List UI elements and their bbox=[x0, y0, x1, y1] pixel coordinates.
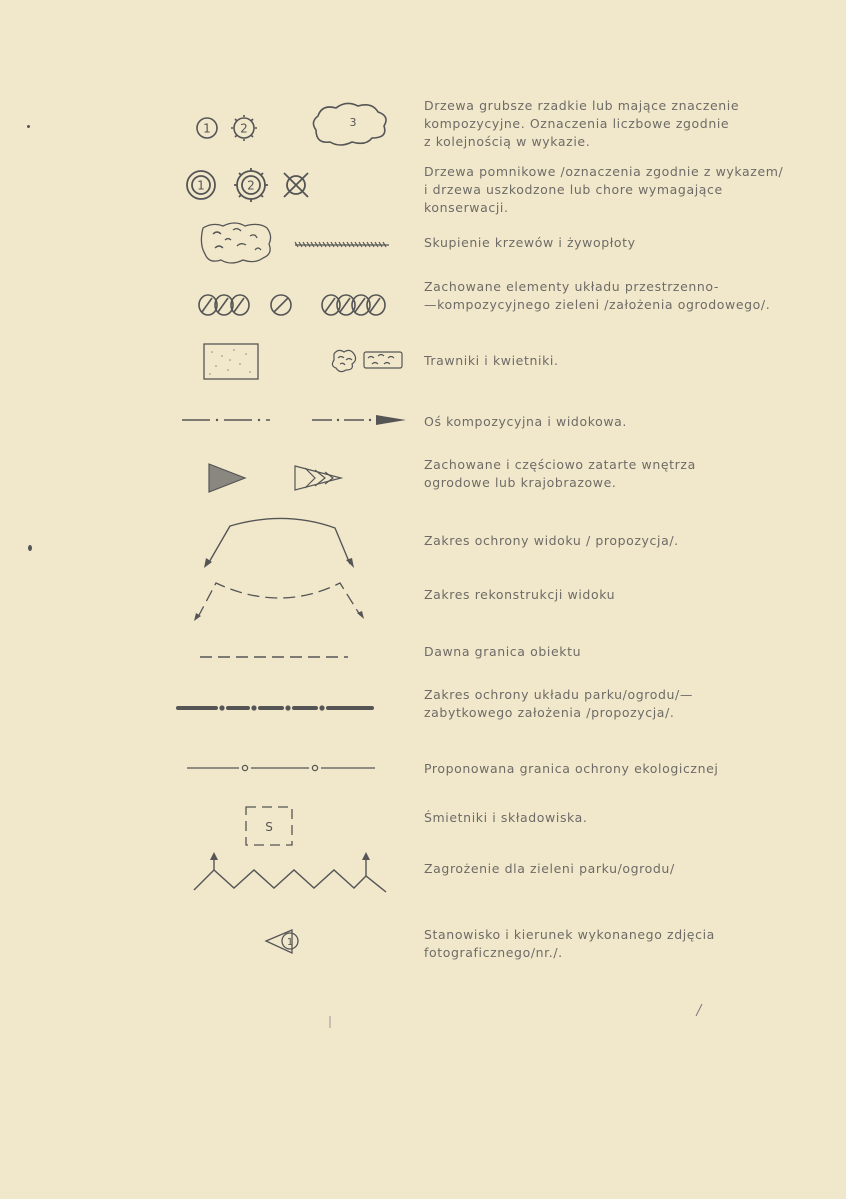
legend-description: Dawna granica obiektu bbox=[424, 644, 582, 659]
legend-description: Zakres ochrony układu parku/ogrodu/— zabytkowego założenia /propozycja/. bbox=[424, 687, 693, 720]
tree-number: 2 bbox=[247, 178, 255, 193]
legend-description: Oś kompozycyjna i widokowa. bbox=[424, 414, 628, 429]
legend-description: Zachowane elementy układu przestrzenno- —kompozycyjnego zieleni /założenia ogrodowego/. bbox=[424, 279, 771, 312]
shrub-cluster-and-hedge-icon bbox=[195, 218, 395, 268]
numbered-tree-circles-and-cloud-icon bbox=[190, 100, 410, 150]
legend-description: Zakres ochrony widoku / propozycja/. bbox=[424, 533, 679, 548]
legend-description: Zakres rekonstrukcji widoku bbox=[424, 587, 616, 602]
view-arc-arrow-icon bbox=[200, 518, 365, 570]
legend-description: Zagrożenie dla zieleni parku/ogrodu/ bbox=[424, 861, 675, 876]
tree-number: 2 bbox=[240, 121, 248, 136]
dashed-box-s-icon bbox=[240, 803, 300, 849]
dashed-line-icon bbox=[198, 650, 350, 664]
legend-description: Skupienie krzewów i żywopłoty bbox=[424, 235, 636, 250]
legend-description: Trawniki i kwietniki. bbox=[424, 353, 559, 368]
stray-pencil-mark bbox=[325, 1012, 335, 1032]
camera-position-triangle-icon bbox=[262, 926, 308, 958]
stray-pencil-mark bbox=[690, 1000, 710, 1020]
legend-description: Drzewa pomnikowe /oznaczenia zgodnie z wykazem/ i drzewa uszkodzone lub chore wymagające konserwacji. bbox=[424, 164, 784, 215]
legend-description: Śmietniki i składowiska. bbox=[424, 810, 588, 825]
legend-description: Stanowisko i kierunek wykonanego zdjęcia fotograficznego/nr./. bbox=[424, 927, 715, 960]
photo-number: 1 bbox=[286, 937, 294, 948]
circle-dash-line-icon bbox=[185, 760, 380, 776]
margin-mark bbox=[27, 125, 30, 128]
triangle-arrow-icon bbox=[205, 460, 355, 496]
dump-label: S bbox=[265, 820, 273, 834]
legend-description: Zachowane i częściowo zatarte wnętrza ogrodowe lub krajobrazowe. bbox=[424, 457, 696, 490]
bold-dash-dot-line-icon bbox=[174, 700, 378, 716]
tree-number: 1 bbox=[203, 121, 211, 136]
legend-description: Drzewa grubsze rzadkie lub mające znaczenie kompozycyjne. Oznaczenia liczbowe zgodnie z kolejnością w wykazie. bbox=[424, 98, 740, 149]
dashed-view-arc-icon bbox=[190, 575, 370, 625]
hatched-chain-icon bbox=[196, 290, 396, 320]
tree-number: 1 bbox=[197, 178, 205, 193]
double-ring-tree-icon bbox=[180, 165, 320, 205]
zigzag-arrow-icon bbox=[190, 850, 390, 896]
tree-number: 3 bbox=[349, 116, 357, 129]
margin-mark bbox=[28, 545, 32, 551]
dash-dot-axis-arrow-icon bbox=[180, 410, 410, 430]
legend-description: Proponowana granica ochrony ekologicznej bbox=[424, 761, 719, 776]
stippled-rectangle-and-flowerbed-icon bbox=[200, 340, 410, 384]
